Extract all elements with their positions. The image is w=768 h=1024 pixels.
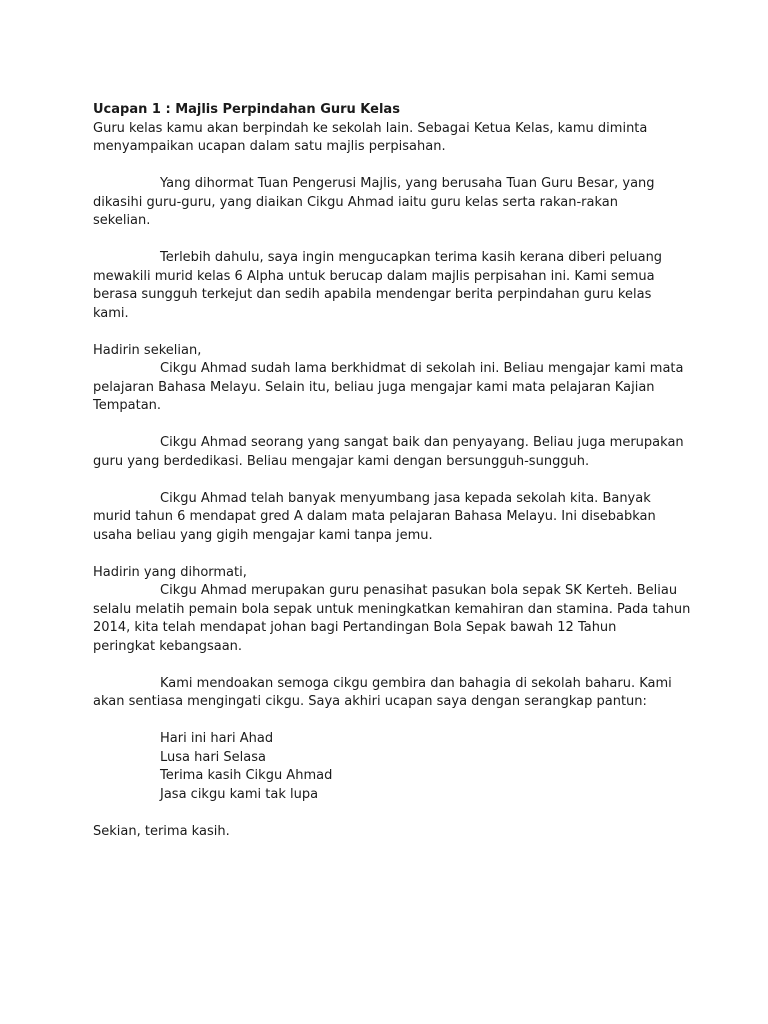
service-line: Cikgu Ahmad sudah lama berkhidmat di sekolah ini. Beliau mengajar kami mata: [160, 361, 684, 376]
kind-line: Cikgu Ahmad seorang yang sangat baik dan penyayang. Beliau juga merupakan: [160, 435, 684, 450]
contribution-line: murid tahun 6 mendapat gred A dalam mata pelajaran Bahasa Melayu. Ini disebabkan: [93, 509, 656, 524]
closing-paragraph: [93, 675, 683, 712]
salutation-2: Hadirin yang dihormati,: [93, 564, 247, 580]
greeting-line: Yang dihormat Tuan Pengerusi Majlis, yang berusaha Tuan Guru Besar, yang: [160, 176, 655, 191]
instruction-line: Guru kelas kamu akan berpindah ke sekolah lain. Sebagai Ketua Kelas, kamu diminta: [93, 120, 648, 136]
football-line: selalu melatih pemain bola sepak untuk meningkatkan kemahiran dan stamina. Pada tahun: [93, 601, 691, 617]
intro-paragraph: [93, 249, 683, 323]
intro-line: mewakili murid kelas 6 Alpha untuk berucap dalam majlis perpisahan ini. Kami semua: [93, 268, 655, 284]
instruction-paragraph: [93, 120, 683, 157]
document-title: Ucapan 1 : Majlis Perpindahan Guru Kelas: [93, 102, 400, 117]
kind-paragraph: [93, 434, 683, 471]
pantun-verse: [93, 730, 683, 804]
greeting-paragraph: [93, 175, 683, 231]
service-line: Tempatan.: [93, 398, 162, 413]
document-page: [93, 101, 691, 841]
football-line: 2014, kita telah mendapat johan bagi Pertandingan Bola Sepak bawah 12 Tahun: [93, 620, 617, 635]
contribution-line: usaha beliau yang gigih mengajar kami tanpa jemu.: [93, 527, 433, 543]
service-paragraph: [93, 360, 683, 416]
closing-line: akan sentiasa mengingati cikgu. Saya akhiri ucapan saya dengan serangkap pantun:: [93, 694, 647, 709]
closing-line: Kami mendoakan semoga cikgu gembira dan bahagia di sekolah baharu. Kami: [160, 675, 672, 691]
pantun-line: Terima kasih Cikgu Ahmad: [160, 768, 333, 783]
intro-line: kami.: [93, 305, 129, 321]
pantun-line: Lusa hari Selasa: [160, 749, 266, 765]
football-line: Cikgu Ahmad merupakan guru penasihat pasukan bola sepak SK Kerteh. Beliau: [160, 583, 678, 598]
football-paragraph: [93, 582, 691, 656]
kind-line: guru yang berdedikasi. Beliau mengajar kami dengan bersungguh-sungguh.: [93, 453, 590, 469]
instruction-line: menyampaikan ucapan dalam satu majlis perpisahan.: [93, 139, 446, 154]
pantun-line: Hari ini hari Ahad: [160, 731, 274, 746]
greeting-line: sekelian.: [93, 213, 151, 228]
service-line: pelajaran Bahasa Melayu. Selain itu, beliau juga mengajar kami mata pelajaran Kajian: [93, 379, 655, 395]
football-line: peringkat kebangsaan.: [93, 638, 243, 654]
contribution-paragraph: [93, 490, 683, 546]
salutation-1: Hadirin sekelian,: [93, 342, 202, 358]
contribution-line: Cikgu Ahmad telah banyak menyumbang jasa kepada sekolah kita. Banyak: [160, 490, 651, 506]
pantun-line: Jasa cikgu kami tak lupa: [160, 786, 319, 802]
intro-line: berasa sungguh terkejut dan sedih apabila mendengar berita perpindahan guru kelas: [93, 287, 652, 302]
greeting-line: dikasihi guru-guru, yang diaikan Cikgu Ahmad iaitu guru kelas serta rakan-rakan: [93, 194, 619, 210]
intro-line: Terlebih dahulu, saya ingin mengucapkan terima kasih kerana diberi peluang: [160, 250, 663, 265]
signoff: Sekian, terima kasih.: [93, 823, 230, 839]
